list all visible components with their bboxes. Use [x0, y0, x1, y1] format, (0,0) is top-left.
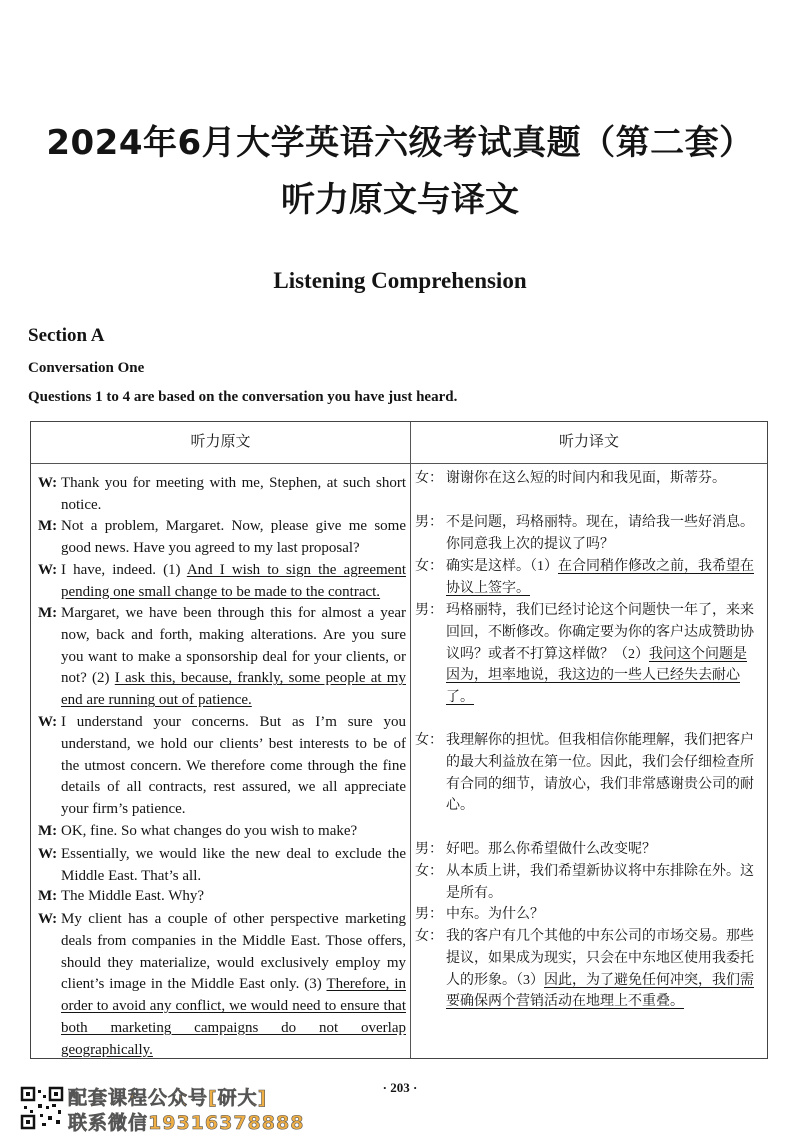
utterance-text: 玛格丽特，我们已经讨论这个问题快一年了，来来回回，不断修改。你确定要为你的客户达成赞助协议吗？或者不打算这样做？（2）: [446, 603, 754, 662]
speaker-label: W:: [38, 911, 58, 927]
utterance-text: I have, indeed. (1): [61, 562, 187, 578]
translation-line: [415, 600, 756, 709]
speaker-label: M:: [38, 605, 58, 621]
utterance-text: 我理解你的担忧。但我相信你能理解，我们把客户的最大利益放在第一位。因此，我们会仔细检查所有合同的细节，请放心，我们非常感谢贵公司的耐心。: [446, 733, 754, 814]
watermark-line1: 配套课程公众号[研大]: [68, 1087, 268, 1109]
speaker-label: 女：: [415, 559, 443, 574]
answer-highlight: 因此，为了避免任何冲突，我们需要确保两个营销活动在地理上不重叠。: [446, 972, 754, 1010]
page-number: · 203 ·: [382, 1080, 418, 1095]
speaker-label: W:: [38, 475, 58, 491]
transcript-line: [38, 909, 406, 1062]
speaker-label: M:: [38, 888, 58, 904]
utterance-text: 好吧。那么你希望做什么改变呢？: [446, 842, 656, 857]
utterance-text: 谢谢你在这么短的时间内和我见面，斯蒂芬。: [446, 471, 726, 486]
utterance-text: Not a problem, Margaret. Now, please give me some good news. Have you agreed to my last proposal?: [61, 518, 406, 556]
utterance-text: 中东。为什么？: [446, 907, 544, 922]
speaker-label: 女：: [415, 733, 443, 748]
translation-line: [415, 861, 756, 905]
answer-highlight: 在合同稍作修改之前，我希望在协议上签字。: [446, 559, 754, 596]
utterance-text: 确实是这样。（1）: [446, 559, 558, 574]
speaker-label: 女：: [415, 929, 443, 944]
transcript-line: [38, 560, 406, 604]
answer-highlight: Therefore, in order to avoid any conflict, we would need to ensure that both marketing campaigns do not overlap geographically.: [61, 976, 406, 1058]
translation-line: [415, 926, 756, 1013]
utterance-text: Essentially, we would like the new deal to exclude the Middle East. That’s all.: [61, 846, 406, 884]
translation-line: [415, 904, 756, 926]
speaker-label: W:: [38, 846, 58, 862]
questions-note: Questions 1 to 4 are based on the conversation you have just heard.: [28, 389, 458, 405]
page-title: 2024年6月大学英语六级考试真题（第二套）: [46, 123, 754, 163]
transcript-line: [38, 712, 406, 821]
speaker-label: W:: [38, 714, 58, 730]
utterance-text: OK, fine. So what changes do you wish to make?: [61, 823, 358, 839]
transcript-line: [38, 516, 406, 560]
column-header-translation: 听力译文: [558, 432, 619, 450]
conversation-label: Conversation One: [28, 360, 145, 376]
utterance-text: 我的客户有几个其他的中东公司的市场交易。那些提议，如果成为现实，只会在中东地区使用我委托人的形象。（3）: [446, 929, 754, 988]
answer-highlight: And I wish to sign the agreement pending one small change to be made to the contract.: [61, 562, 406, 600]
watermark-line2: 联系微信19316378888: [68, 1112, 305, 1134]
speaker-label: 男：: [415, 842, 443, 857]
translation-line: [415, 839, 756, 861]
utterance-text: Thank you for meeting with me, Stephen, at such short notice.: [61, 475, 406, 513]
transcript-line: [38, 821, 406, 843]
answer-highlight: I ask this, because, frankly, some people at my end are running out of patience.: [61, 670, 406, 709]
utterance-text: The Middle East. Why?: [61, 888, 205, 904]
speaker-label: 男：: [415, 515, 443, 530]
speaker-label: 男：: [415, 907, 443, 922]
speaker-label: 女：: [415, 864, 443, 879]
utterance-text: I understand your concerns. But as I’m sure you understand, we hold our clients’ best interests to be of the utmost concern. We therefore come through the fine details of all contracts, rest assured, we all appreciate your firm’s patience.: [61, 714, 406, 818]
utterance-text: 不是问题，玛格丽特。现在，请给我一些好消息。你同意我上次的提议了吗？: [446, 515, 754, 552]
translation-line: [415, 468, 756, 490]
speaker-label: 男：: [415, 603, 443, 618]
speaker-label: 女：: [415, 471, 443, 486]
transcript-line: [38, 886, 406, 908]
translation-line: [415, 556, 756, 600]
header-divider: [31, 463, 767, 464]
translation-line: [415, 730, 756, 817]
transcript-line: [38, 473, 406, 517]
column-header-original: 听力原文: [190, 432, 251, 450]
qr-code-icon: [20, 1086, 64, 1130]
answer-highlight: 我问这个问题是因为，坦率地说，我这边的一些人已经失去耐心了。: [446, 646, 747, 706]
page-subtitle: 听力原文与译文: [281, 180, 519, 220]
column-divider: [410, 422, 411, 1058]
speaker-label: M:: [38, 518, 58, 534]
utterance-text: 从本质上讲，我们希望新协议将中东排除在外。这是所有。: [446, 864, 754, 901]
translation-line: [415, 512, 756, 556]
transcript-line: [38, 603, 406, 712]
speaker-label: M:: [38, 823, 58, 839]
section-label: Section A: [28, 325, 105, 346]
section-heading: Listening Comprehension: [273, 268, 527, 293]
utterance-text: Margaret, we have been through this for almost a year now, back and forth, making alterations. Are you sure you want to make a sponsorship deal for your clients, or not? (2): [61, 605, 406, 687]
utterance-text: My client has a couple of other perspective marketing deals from companies in the Middle East. Those offers, should they materialize, would exclusively employ my client’s image in the Middle East only. (3): [61, 911, 406, 993]
speaker-label: W:: [38, 562, 58, 578]
transcript-line: [38, 844, 406, 888]
